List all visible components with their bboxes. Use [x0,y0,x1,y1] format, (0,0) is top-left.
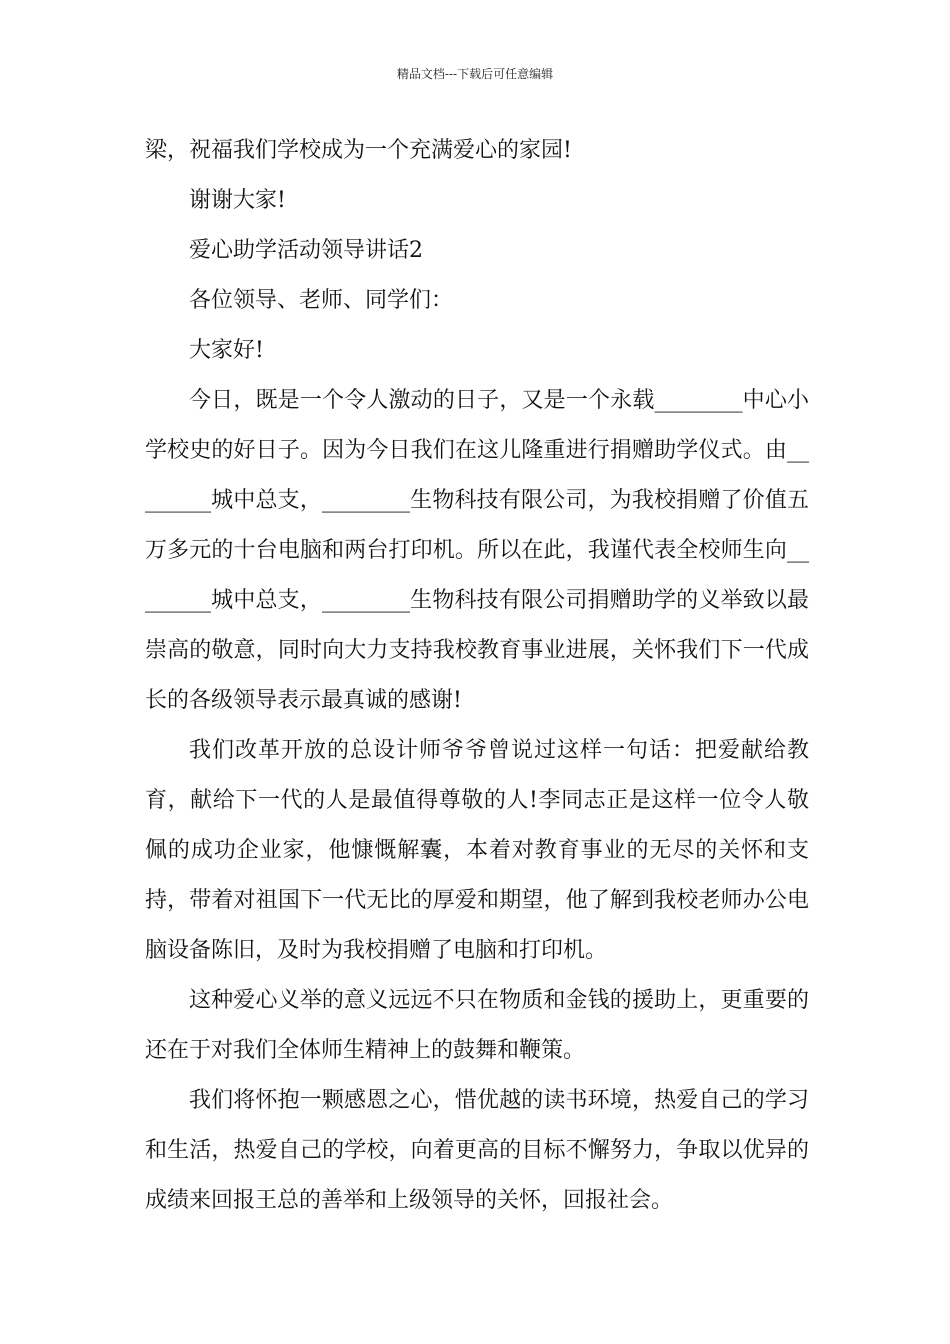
document-body [145,126,809,1226]
paragraph-thanks: 谢谢大家! [189,188,286,213]
paragraph-closing-line: 梁，祝福我们学校成为一个充满爱心的家园! [145,138,572,163]
speech-title: 爱心助学活动领导讲话2 [189,238,423,263]
paragraph-donation: 今日，既是一个令人激动的日子，又是一个永载________中心小学校史的好日子。因为今日我们在这儿隆重进行捐赠助学仪式。由________城中总支，________生物科技有限公司，为我校捐赠了价值五万多元的十台电脑和两台打印机。所以在此，我谨代表全校师生向________城中总支，________生物科技有限公司捐赠助学的义举致以最崇高的敬意，同时向大力支持我校教育事业进展，关怀我们下一代成长的各级领导表示最真诚的感谢! [145,388,809,713]
paragraph-salutation: 各位领导、老师、同学们： [189,288,454,313]
paragraph-significance: 这种爱心义举的意义远远不只在物质和金钱的援助上，更重要的还在于对我们全体师生精神上的鼓舞和鞭策。 [145,988,809,1063]
paragraph-greeting: 大家好! [189,338,264,363]
paragraph-quote: 我们改革开放的总设计师爷爷曾说过这样一句话：把爱献给教育，献给下一代的人是最值得尊敬的人!李同志正是这样一位令人敬佩的成功企业家，他慷慨解囊，本着对教育事业的无尽的关怀和支持，带着对祖国下一代无比的厚爱和期望，他了解到我校老师办公电脑设备陈旧，及时为我校捐赠了电脑和打印机。 [145,738,809,963]
paragraph-pledge: 我们将怀抱一颗感恩之心，惜优越的读书环境，热爱自己的学习和生活，热爱自己的学校，向着更高的目标不懈努力，争取以优异的成绩来回报王总的善举和上级领导的关怀，回报社会。 [145,1088,809,1213]
page-header: 精品文档---下载后可任意编辑 [396,67,554,81]
